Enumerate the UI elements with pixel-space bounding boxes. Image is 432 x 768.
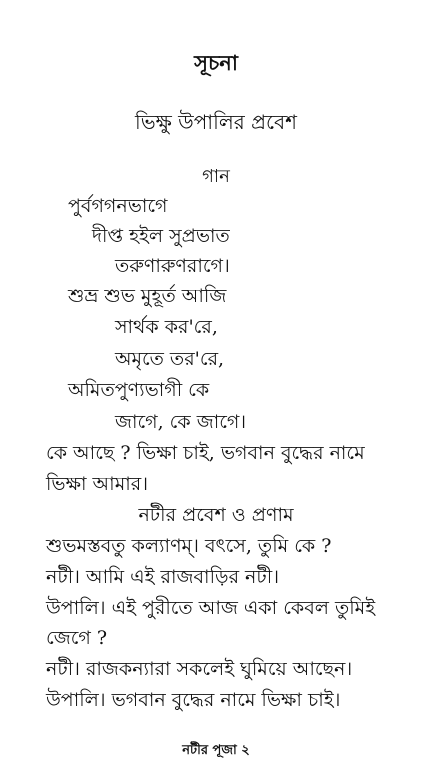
dialogue-line: উপালি। এই পুরীতে আজ একা কেবল তুমিই: [46, 597, 376, 619]
dialogue-line: শুভমস্তবতু কল্যাণম্‌। বৎসে, তুমি কে ?: [46, 535, 332, 557]
song-line: জাগে, কে জাগে।: [115, 411, 247, 433]
dialogue-line: কে আছে ? ভিক্ষা চাই, ভগবান বুদ্ধের নামে: [46, 442, 365, 464]
song-line: শুভ্র শুভ মুহূর্ত আজি: [68, 285, 227, 307]
song-line: দীপ্ত হইল সুপ্রভাত: [92, 225, 230, 247]
song-heading: গান: [202, 166, 230, 187]
song-line: পুর্বগগনভাগে: [68, 195, 168, 217]
page-title: সূচনা: [194, 50, 238, 75]
song-line: অমৃতে তর'রে,: [115, 348, 225, 370]
dialogue-line: উপালি। ভগবান বুদ্ধের নামে ভিক্ষা চাই।: [46, 689, 341, 711]
song-line: তরুণারুণরাগে।: [115, 255, 230, 277]
dialogue-line: নটী। রাজকন্যারা সকলেই ঘুমিয়ে আছেন।: [46, 658, 353, 680]
scene-heading: ভিক্ষু উপালির প্রবেশ: [134, 110, 298, 134]
stage-direction: নটীর প্রবেশ ও প্রণাম: [138, 504, 294, 526]
page-footer: নটীর পূজা ২: [182, 743, 250, 758]
dialogue-line: নটী। আমি এই রাজবাড়ির নটী।: [46, 566, 279, 588]
dialogue-line: ভিক্ষা আমার।: [46, 473, 149, 495]
song-line: সার্থক কর'রে,: [115, 316, 218, 338]
dialogue-line: জেগে ?: [46, 627, 108, 649]
song-line: অমিতপুণ্যভাগী কে: [68, 379, 210, 401]
